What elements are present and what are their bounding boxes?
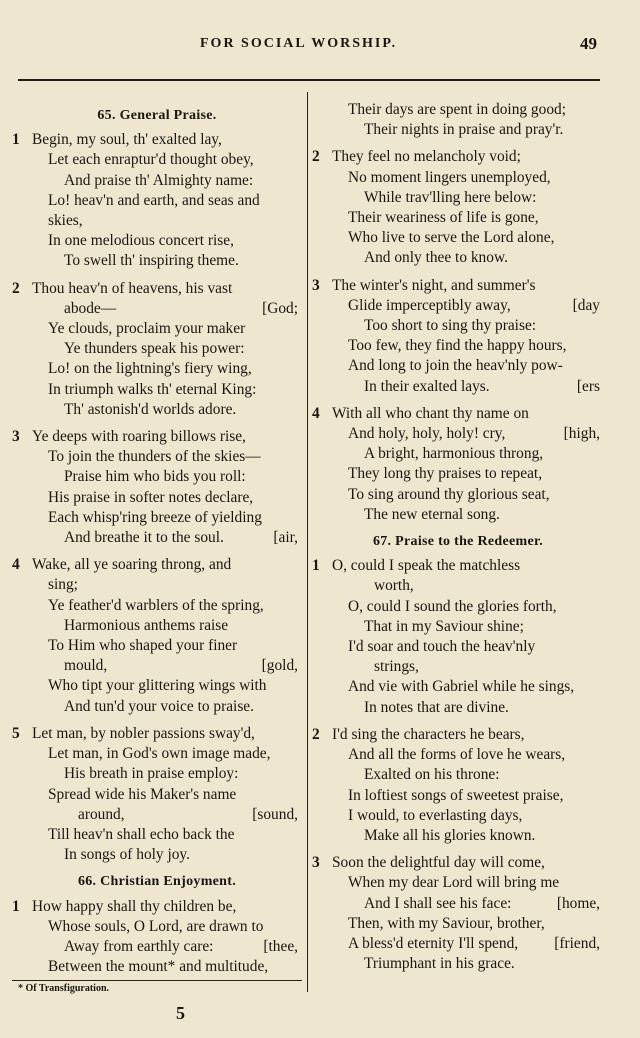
stanza-number: 2 (312, 148, 320, 166)
verse-line: His praise in softer notes declare, (48, 488, 254, 506)
verse-line: Their nights in praise and pray'r. (364, 121, 564, 139)
signature-mark: 5 (176, 1003, 185, 1023)
verse-line: 3 Ye deeps with roaring billows rise, (12, 427, 302, 447)
verse-line: sing; (48, 576, 78, 594)
verse-line: And long to join the heav'nly pow- (348, 357, 563, 375)
stanza-number: 1 (312, 557, 320, 575)
column-divider (307, 92, 308, 992)
footnote-rule (12, 980, 302, 981)
hymn-66-stanza-2 (312, 147, 604, 268)
verse-line: To swell th' inspiring theme. (64, 252, 239, 270)
hymn-66-stanza-4 (312, 404, 604, 525)
stanza-number: 5 (12, 724, 20, 742)
page-number: 49 (580, 34, 597, 53)
stanza-number: 1 (12, 131, 20, 149)
verse-line: Till heav'n shall echo back the (48, 825, 235, 843)
running-title: FOR SOCIAL WORSHIP. (200, 36, 398, 51)
verse-line: Too short to sing thy praise: (364, 317, 537, 335)
verse-line: Ye feather'd warblers of the spring, (48, 596, 264, 614)
verse-line: Exalted on his throne: (364, 766, 500, 784)
verse-line: around, [sound, (78, 805, 298, 823)
verse-line: Lo! heav'n and earth, and seas and (48, 191, 260, 209)
stanza-number: 4 (312, 404, 320, 422)
verse-line: 2 I'd sing the characters he bears, (312, 725, 604, 745)
verse-line: To sing around thy glorious seat, (348, 485, 550, 503)
verse-line: Triumphant in his grace. (364, 955, 515, 973)
hymn-65-stanza-5 (12, 724, 302, 865)
verse-line: worth, (374, 577, 414, 595)
verse-line: Their weariness of life is gone, (348, 209, 539, 227)
verse-line: skies, (48, 212, 83, 230)
verse-line: Ye clouds, proclaim your maker (48, 320, 246, 338)
verse-line: mould, [gold, (64, 657, 298, 675)
stanza-number: 2 (12, 279, 20, 297)
verse-line: His breath in praise employ: (64, 765, 239, 783)
hymn-66-stanza-1 (12, 897, 302, 978)
verse-line: Ye thunders speak his power: (64, 340, 245, 358)
verse-line: They long thy praises to repeat, (348, 465, 543, 483)
verse-line: strings, (374, 658, 419, 676)
verse-line: Away from earthly care: [thee, (64, 937, 298, 955)
verse-line: No moment lingers unemployed, (348, 168, 551, 186)
hymn-65-stanza-4 (12, 555, 302, 717)
verse-line: In triumph walks th' eternal King: (48, 380, 257, 398)
verse-line: O, could I sound the glories forth, (348, 597, 557, 615)
stanza-number: 3 (312, 854, 320, 872)
verse-line: I'd soar and touch the heav'nly (348, 638, 536, 656)
verse-line: To Him who shaped your finer (48, 637, 238, 655)
verse-line: 1 Begin, my soul, th' exalted lay, (12, 130, 302, 150)
verse-line: Between the mount* and multitude, (48, 958, 269, 976)
verse-line: Let man, in God's own image made, (48, 745, 271, 763)
header-rule (18, 79, 600, 81)
verse-line: Then, with my Saviour, brother, (348, 914, 545, 932)
right-column (312, 101, 604, 978)
verse-line: To join the thunders of the skies— (48, 448, 261, 466)
verse-line: Harmonious anthems raise (64, 616, 229, 634)
verse-line: A bless'd eternity I'll spend, [friend, (348, 934, 600, 952)
hymn-67-title: 67. Praise to the Redeemer. (372, 534, 544, 550)
hymn-65-title: 65. General Praise. (97, 108, 217, 123)
verse-line: In songs of holy joy. (64, 846, 190, 864)
verse-line: Let each enraptur'd thought obey, (48, 151, 254, 169)
stanza-number: 1 (12, 897, 20, 915)
verse-line: Th' astonish'd worlds adore. (64, 400, 237, 418)
verse-line: Whose souls, O Lord, are drawn to (48, 917, 264, 935)
verse-line: I would, to everlasting days, (348, 806, 523, 824)
stanza-number: 3 (312, 276, 320, 294)
verse-line: Make all his glories known. (364, 826, 536, 844)
verse-line: Praise him who bids you roll: (64, 468, 246, 486)
verse-line: Spread wide his Maker's name (48, 785, 237, 803)
verse-line: 2 They feel no melancholy void; (312, 147, 604, 167)
verse-line: In notes that are divine. (364, 698, 509, 716)
verse-line: While trav'lling here below: (364, 188, 537, 206)
verse-line: And I shall see his face: [home, (364, 894, 600, 912)
left-column (12, 106, 302, 978)
verse-line: Too few, they find the happy hours, (348, 337, 567, 355)
hymn-66-stanza-3 (312, 276, 604, 397)
hymn-67-stanza-3 (312, 853, 604, 974)
verse-line: 3 The winter's night, and summer's (312, 276, 604, 296)
verse-line: When my dear Lord will bring me (348, 874, 560, 892)
hymn-65-stanza-2 (12, 279, 302, 420)
verse-line: In their exalted lays. [ers (364, 377, 600, 395)
verse-line: Who tipt your glittering wings with (48, 677, 267, 695)
verse-line: 5 Let man, by nobler passions sway'd, (12, 724, 302, 744)
verse-line: And tun'd your voice to praise. (64, 697, 254, 715)
verse-line: And breathe it to the soul. [air, (64, 529, 298, 547)
hymn-65-stanza-1 (12, 130, 302, 271)
verse-line: Lo! on the lightning's fiery wing, (48, 360, 252, 378)
stanza-number: 4 (12, 556, 20, 574)
verse-line: A bright, harmonious throng, (364, 445, 544, 463)
hymn-66-continuation (312, 100, 604, 140)
verse-line: Who live to serve the Lord alone, (348, 229, 555, 247)
stanza-number: 2 (312, 725, 320, 743)
verse-line: Each whisp'ring breeze of yielding (48, 508, 262, 526)
verse-line: Glide imperceptibly away, [day (348, 296, 600, 314)
verse-line: The new eternal song. (364, 505, 500, 523)
verse-line: 3 Soon the delightful day will come, (312, 853, 604, 873)
verse-line: That in my Saviour shine; (364, 617, 524, 635)
verse-line: 1 O, could I speak the matchless (312, 556, 604, 576)
verse-line: 4 Wake, all ye soaring throng, and (12, 555, 302, 575)
verse-line: In loftiest songs of sweetest praise, (348, 786, 564, 804)
running-header (0, 36, 640, 60)
verse-line: 1 How happy shall thy children be, (12, 897, 302, 917)
verse-line: abode— [God; (64, 299, 298, 317)
verse-line: And vie with Gabriel while he sings, (348, 678, 575, 696)
verse-line: Their days are spent in doing good; (348, 101, 566, 118)
verse-line: 2 Thou heav'n of heavens, his vast (12, 279, 302, 299)
verse-line: And holy, holy, holy! cry, [high, (348, 425, 600, 443)
footnote: * Of Transfiguration. (18, 983, 110, 994)
verse-line: And praise th' Almighty name: (64, 171, 254, 189)
verse-line: 4 With all who chant thy name on (312, 404, 604, 424)
hymn-67-stanza-1 (312, 556, 604, 718)
verse-line: And all the forms of love he wears, (348, 746, 566, 764)
verse-line: In one melodious concert rise, (48, 232, 234, 250)
hymn-66-title: 66. Christian Enjoyment. (77, 874, 237, 890)
hymn-67-stanza-2 (312, 725, 604, 846)
stanza-number: 3 (12, 428, 20, 446)
hymn-65-stanza-3 (12, 427, 302, 548)
verse-line: And only thee to know. (364, 249, 508, 267)
